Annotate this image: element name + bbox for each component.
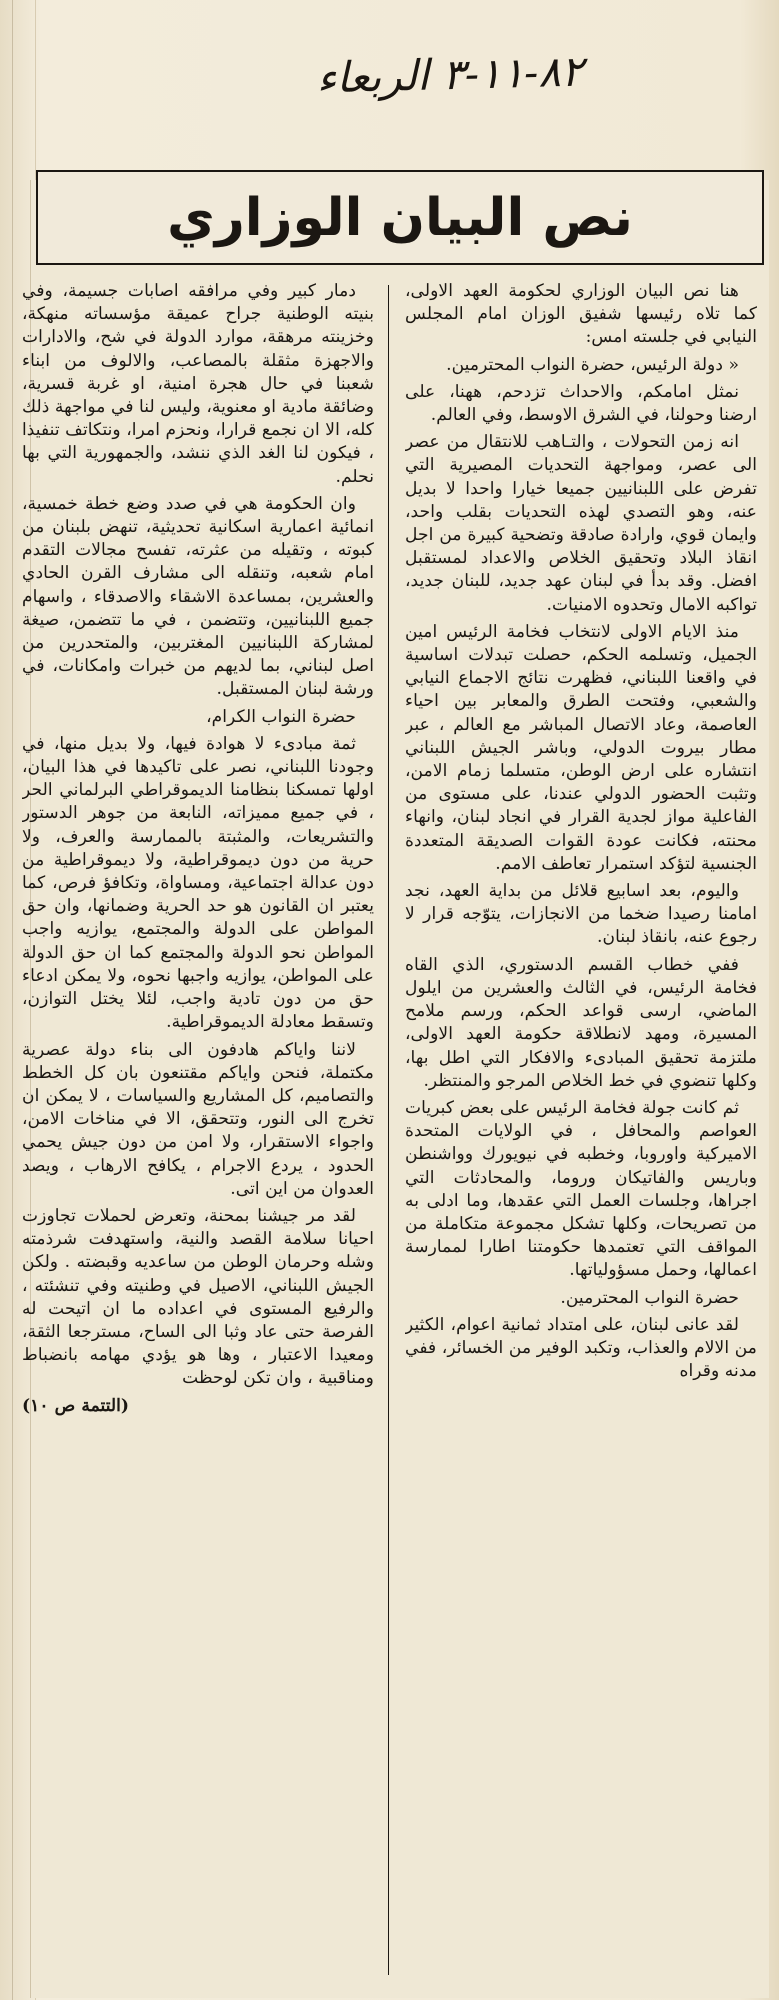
article-paragraph: ثمة مبادىء لا هوادة فيها، ولا بديل منها، في وجودنا اللبناني، نصر على تاكيدها في هذا البيان، اولها تمسكنا بنظامنا الديموقراطي البرلماني الحر ، في جميع مميزاته، النابعة من جوهر الدستور والتشريعات، والمثبتة بالممارسة والعرف، ولا حرية من دون ديموقراطية، ولا ديموقراطية من دون عدالة اجتماعية، ومساواة، وتكافؤ فرص، كما يعتبر ان القانون هو حد الحرية وضمانها، وان حق المواطن على الدولة والمجتمع، يوازيه واجب المواطن نحو الدولة والمجتمع كما ان حق الدولة على المواطن، يوازيه واجبها نحوه، ولا يمكن ادعاء حق من دون تادية واجب، لئلا يختل التوازن، وتسقط معادلة الديموقراطية.: [22, 733, 374, 1033]
article-headline: نص البيان الوزاري: [167, 187, 633, 248]
article-paragraph: « دولة الرئيس، حضرة النواب المحترمين.: [446, 354, 739, 375]
article-paragraph: ثم كانت جولة فخامة الرئيس على بعض كبريات العواصم والمحافل ، في الولايات المتحدة الاميركية واوروبا، وخطبه في نيويورك وواشنطن وباريس والفاتيكان وروما، والمحادثات التي اجراها، وجلسات العمل التي عقدها، وما ادلى به من تصريحات، وكلها تشكل مجموعة متكاملة من المواقف التي تعتمدها حكومتنا اطارا لممارسة اعمالها، وحمل مسؤولياتها.: [405, 1097, 757, 1281]
article-paragraph: لقد عانى لبنان، على امتداد ثمانية اعوام، الكثير من الالام والعذاب، وتكبد الوفير من الخسائر، ففي مدنه وقراه: [405, 1314, 757, 1382]
article-paragraph: منذ الايام الاولى لانتخاب فخامة الرئيس امين الجميل، وتسلمه الحكم، حصلت تبدلات اساسية في واقعنا اللبناني، فظهرت نتائج الاجماع النيابي والشعبي، وفتحت الطرق والمعابر بين احياء العاصمة، وعاد الاتصال المباشر مع العالم ، عبر مطار بيروت الدولي، وباشر الجيش اللبناني انتشاره على ارض الوطن، متسلما زمام الامن، وتثبت الحضور الدولي عندنا، على مستوى من الفاعلية مواز لجدية القرار في انجاد لبنان، وانهاء محنته، فكانت عودة القوات الصديقة المتعددة الجنسية لتؤكد استمرار تعاطف الامم.: [405, 621, 757, 874]
article-paragraph: هنا نص البيان الوزاري لحكومة العهد الاولى، كما تلاه رئيسها شفيق الوزان امام المجلس النيابي في جلسته امس:: [405, 281, 757, 348]
article-paragraph: واليوم، بعد اسابيع قلائل من بداية العهد، نجد امامنا رصيدا ضخما من الانجازات، يتوّجه قرار لا رجوع عنه، بانقاذ لبنان.: [405, 881, 757, 948]
article-column-left: [22, 280, 374, 1985]
article-paragraph: لاننا واياكم هادفون الى بناء دولة عصرية مكتملة، فنحن واياكم مقتنعون بان كل الخطط والتصاميم، كل المشاريع والسياسات ، لا يمكن ان تخرج الى النور، وتتحقق، الا في مناخات الامن، واجواء الاستقرار، ولا امن من دون جيش يحمي الحدود ، يردع الاجرام ، يكافح الارهاب ، ويصد العدوان من اين اتى.: [22, 1039, 374, 1199]
headline-box: [36, 170, 764, 265]
article-paragraph: دمار كبير وفي مرافقه اصابات جسيمة، وفي بنيته الوطنية جراح عميقة مؤسساته منهكة، وخزينته مرهقة، موارد الدولة في شح، والادارات والاجهزة مثقلة بالمصاعب، والالوف من ابناء شعبنا في حال هجرة امنية، او غربة قسرية، وضائقة مادية او معنوية، وليس لنا في مواجهة ذلك كله، الا ان نجمع قرارا، ونحزم امرا، ونتكاتف تنفيذا ، فيكون لنا الغد الذي ننشد، والجمهورية التي بها نحلم.: [22, 281, 374, 487]
article-paragraph: حضرة النواب الكرام،: [206, 706, 356, 727]
article-paragraph: لقد مر جيشنا بمحنة، وتعرض لحملات تجاوزت احيانا سلامة القصد والنية، واستهدفت شرذمته وشله وحرمان الوطن من ساعديه وقبضته . ولكن الجيش اللبناني، الاصيل في وطنيته وفي تنشئته ، والرفيع المستوى في اعداده ما ان اتيحت له الفرصة حتى عاد وثبا الى الساح، مسترجعا الثقة، ومعيدا الاعتبار ، وها هو يؤدي مهامه بانضباط ومناقبية ، وان تكن لوحظت: [22, 1205, 374, 1389]
article-paragraph: وان الحكومة هي في صدد وضع خطة خمسية، انمائية اعمارية اسكانية تحديثية، تنهض بلبنان من كبوته ، وتقيله من عثرته، تفسح مجالات التقدم امام شعبه، وتنقله الى مشارف القرن الحادي والعشرين، بمساعدة الاشقاء والاصدقاء ، واسهام جميع اللبنانيين، وتتضمن ، في ما تتضمن، صيغة لمشاركة اللبنانيين المغتربين، والمتحدرين من اصل لبناني، بما لديهم من خبرات وامكانات، في ورشة لبنان المستقبل.: [22, 493, 374, 700]
article-paragraph: حضرة النواب المحترمين.: [560, 1287, 739, 1308]
column-divider: [388, 285, 389, 1975]
handwritten-date: ٨٢-١١-٣ الربعاء: [316, 46, 584, 103]
article-column-right: [405, 280, 757, 1985]
article-paragraph: ففي خطاب القسم الدستوري، الذي القاه فخامة الرئيس، في الثالث والعشرين من ايلول الماضي، ارسى قواعد الحكم، ورسم ملامح المسيرة، ومهد لانطلاقة حكومة العهد الاولى، ملتزمة تحقيق المبادىء والافكار التي اطل بها، وكلها تنضوي في خط الخلاص المرجو والمنتظر.: [405, 954, 757, 1091]
continued-note: (التتمة ص ١٠): [22, 1395, 130, 1416]
article-paragraph: نمثل امامكم، والاحداث تزدحم، ههنا، على ارضنا وحولنا، في الشرق الاوسط، وفي العالم.: [405, 381, 757, 426]
article-paragraph: انه زمن التحولات ، والتـاهب للانتقال من عصر الى عصر، ومواجهة التحديات المصيرية التي تفرض على اللبنانيين جميعا خيارا واحدا لا بديل عنه، وهو التصدي لهذه التحديات بقلب واحد، وايمان قوي، وارادة صادقة وتضحية كبيرة من اجل انقاذ البلاد وتحقيق الخلاص والاعداد لمستقبل افضل. وقد بدأ في لبنان عهد جديد، للبنان جديد، تواكبه الامال وتحدوه الامنيات.: [405, 432, 757, 615]
